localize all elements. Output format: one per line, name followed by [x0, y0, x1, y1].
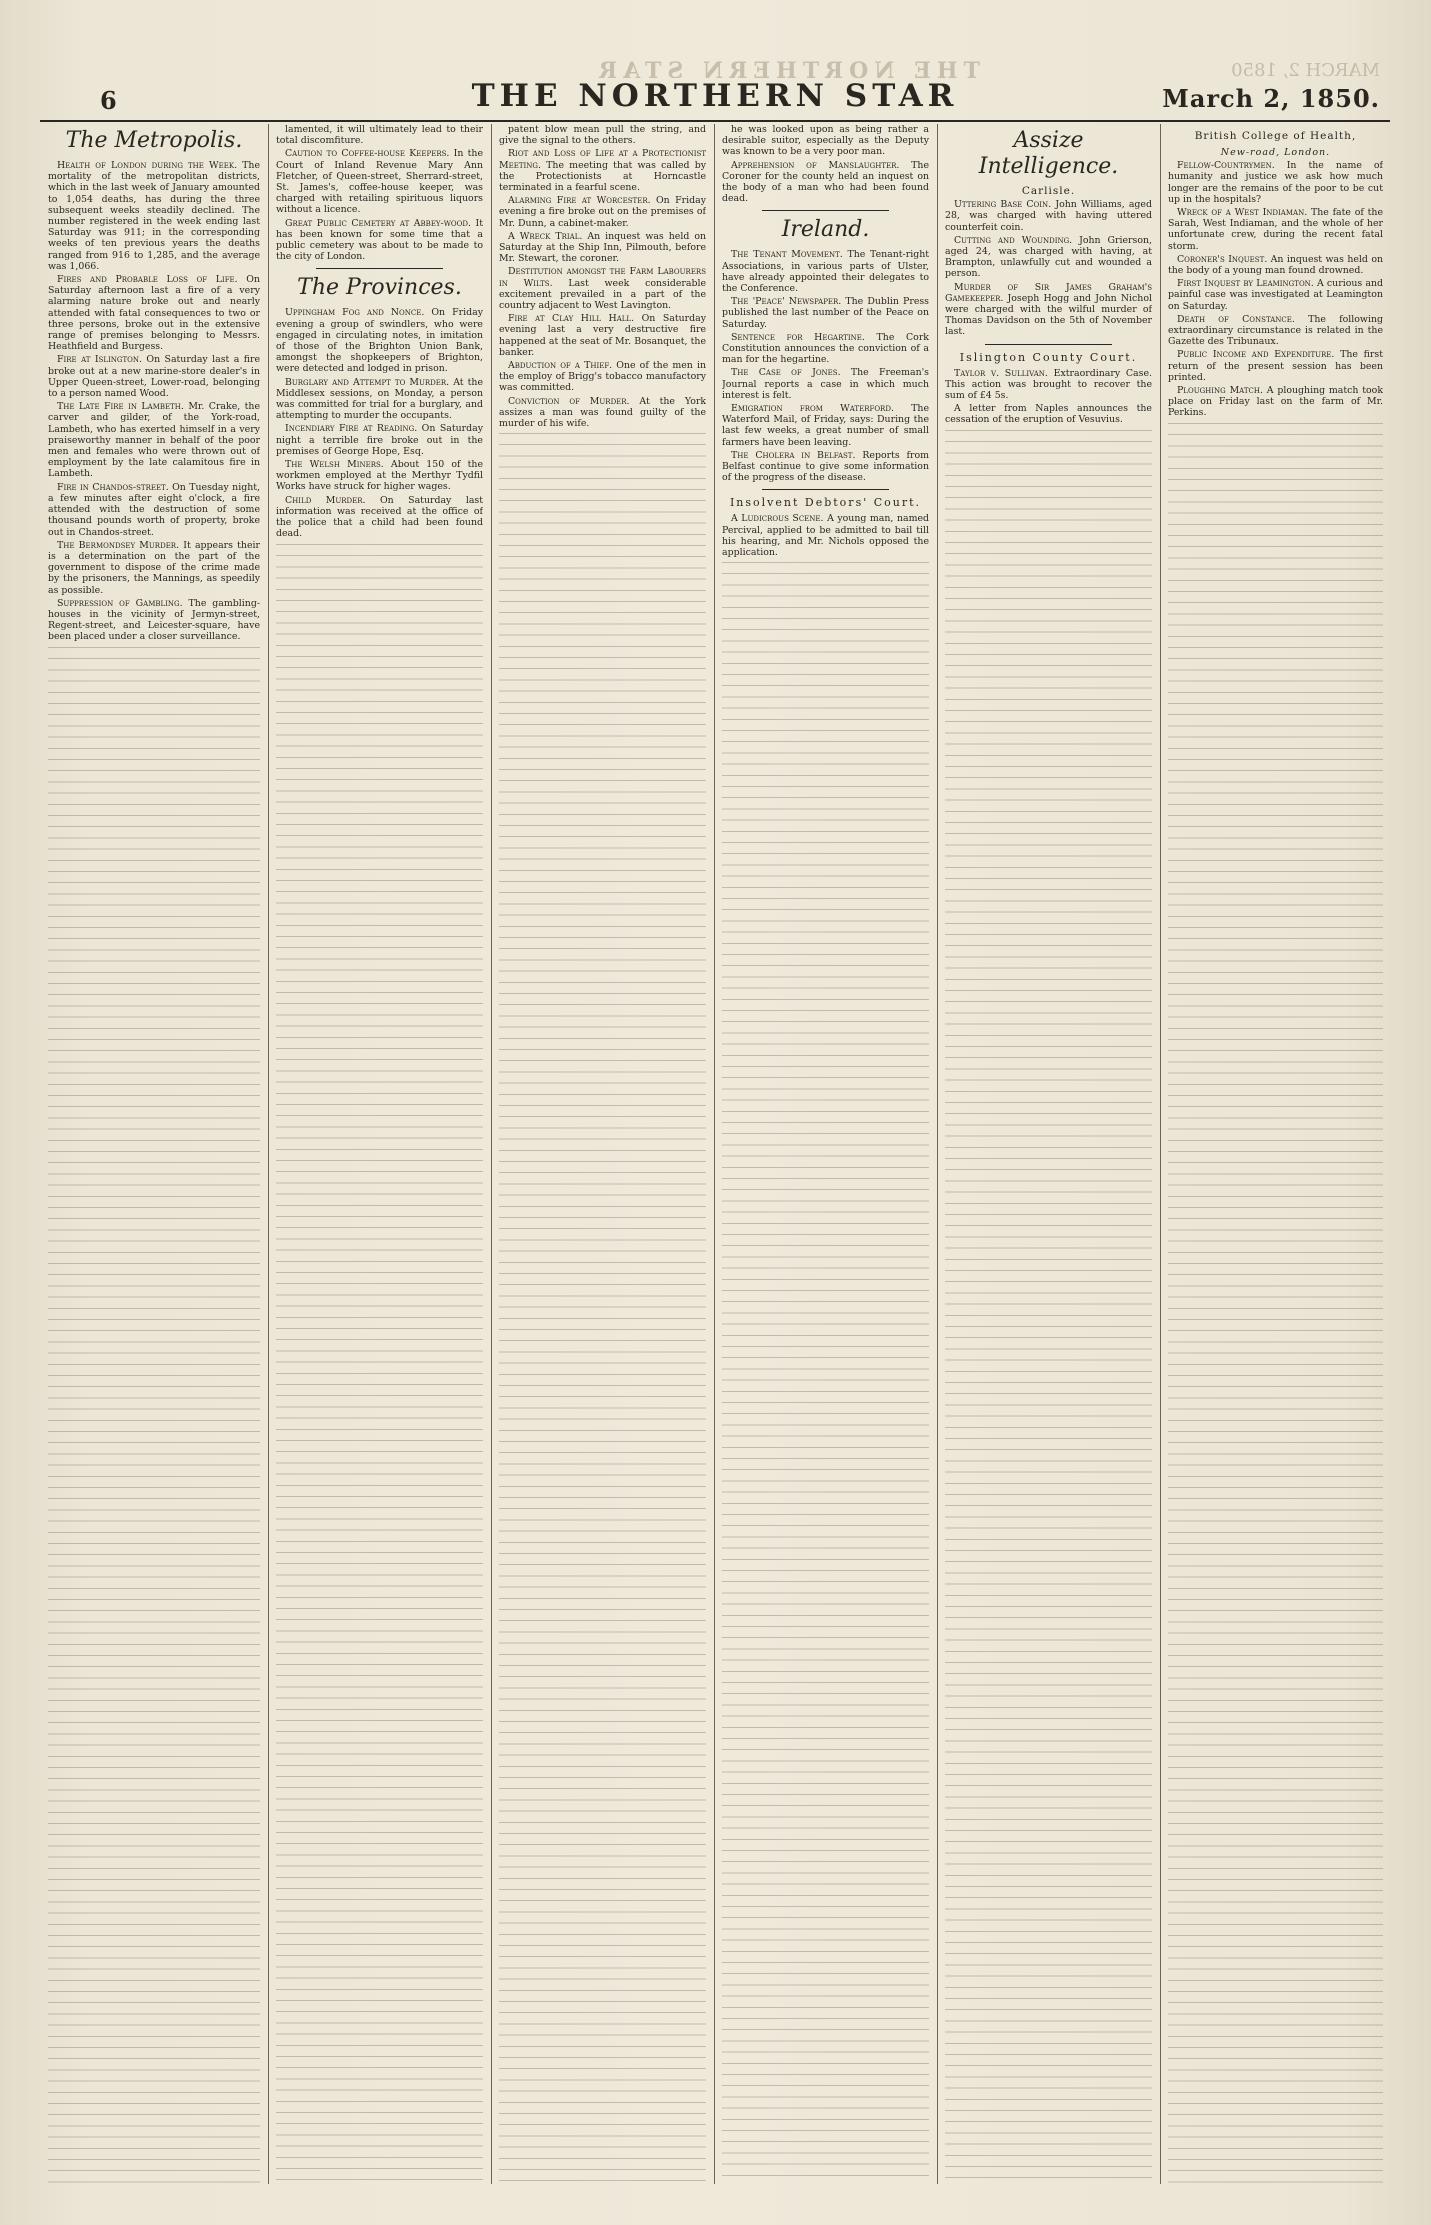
article-headline: Abduction of a Thief.: [508, 360, 613, 372]
article-text: On Saturday last information was received at the office of the police that a child had been found dead.: [276, 494, 483, 540]
article-text: Reports from Belfast continue to give some information of the progress of the disease.: [722, 449, 929, 484]
article-text: In the name of humanity and justice we ask how much longer are the remains of the poor to be cut up in the hospitals?: [1168, 160, 1383, 205]
article-paragraph: [276, 495, 483, 540]
section-heading: Ireland.: [781, 217, 870, 243]
article-text: patent blow mean pull the string, and give the signal to the others.: [499, 124, 706, 147]
column-divider: [714, 124, 715, 2184]
article-headline: Destitution amongst the Farm Labourers in Wilts.: [499, 266, 706, 289]
article-text: One of the men in the employ of Brigg's tobacco manufactory was committed.: [499, 360, 706, 394]
article-headline: The 'Peace' Newspaper.: [731, 296, 842, 308]
article-paragraph: [722, 332, 929, 366]
article-text: The Dublin Press published the last number of the Peace on Saturday.: [722, 296, 929, 330]
body-text-texture: [945, 430, 1152, 2184]
article-text: John Grierson, aged 24, was charged with having, at Brampton, unlawfully cut and wounded a person.: [945, 234, 1152, 280]
article-paragraph: [276, 148, 483, 215]
article-paragraph: [1168, 207, 1383, 252]
article-text: Mr. Crake, the carver and gilder, of the York-road, Lambeth, who has exerted himself in a very praiseworthy manner in behalf of the poor men and females who were thrown out of employment by the late calamitous fire in Lambeth.: [48, 401, 260, 480]
article-text: About 150 of the workmen employed at the Merthyr Tydfil Works have struck for higher wages.: [276, 459, 483, 493]
article-text: An inquest was held on the body of a young man found drowned.: [1168, 253, 1383, 277]
column-divider: [491, 124, 492, 2184]
article-headline: Caution to Coffee-house Keepers.: [285, 148, 450, 160]
advert-subheading: New-road, London.: [1220, 147, 1331, 158]
article-text: The Waterford Mail, of Friday, says: During the last few weeks, a great number of small farmers have been leaving.: [722, 403, 929, 448]
column-ireland: [722, 124, 929, 2184]
newspaper-title: THE NORTHERN STAR: [471, 78, 959, 114]
article-text: The fate of the Sarah, West Indiaman, and the whole of her unfortunate crew, during the recent fatal storm.: [1168, 207, 1383, 252]
article-headline: Alarming Fire at Worcester.: [508, 195, 651, 207]
article-text: Last week considerable excitement prevailed in a part of the country adjacent to West Lavington.: [499, 277, 706, 312]
masthead-rule: [40, 120, 1390, 122]
body-text-texture: [1168, 423, 1383, 2184]
article-text: A letter from Naples announces the cessation of the eruption of Vesuvius.: [945, 403, 1152, 426]
page-number: 6: [100, 86, 117, 115]
article-headline: The Tenant Movement.: [731, 249, 843, 261]
column-metropolis: [48, 124, 260, 2184]
article-paragraph: [945, 368, 1152, 402]
article-headline: Fires and Probable Loss of Life.: [57, 274, 238, 286]
article-headline: Fire at Islington.: [57, 354, 142, 366]
article-paragraph: [276, 377, 483, 422]
section-heading: The Provinces.: [297, 275, 462, 301]
article-text: The Freeman's Journal reports a case in which much interest is felt.: [722, 367, 929, 401]
article-paragraph: [722, 403, 929, 448]
section-heading: Assize Intelligence.: [978, 128, 1119, 179]
article-headline: Death of Constance.: [1177, 313, 1295, 325]
article-text: The mortality of the metropolitan districts, which in the last week of January amounted to 1,054 deaths, has during the three subsequent weeks steadily declined. The number registered in the week ending last Saturday was 911; in the corresponding weeks of ten previous years the deaths ranged from 916 to 1,285, and the average was 1,066.: [48, 160, 260, 272]
article-headline: The Bermondsey Murder.: [57, 539, 180, 551]
column-divider: [937, 124, 938, 2184]
article-headline: Murder of Sir James Graham's Gamekeeper.: [945, 281, 1152, 304]
article-paragraph: [48, 540, 260, 596]
article-paragraph: [945, 282, 1152, 338]
article-text: On Friday evening a group of swindlers, who were engaged in circulating notes, in imitation of those of the Brighton Union Bank, amongst the shopkeepers of Brighton, were detected and lodged in prison.: [276, 307, 483, 375]
article-headline: Burglary and Attempt to Murder.: [285, 376, 450, 388]
article-paragraph: [722, 450, 929, 484]
section-rule: [762, 210, 889, 211]
article-headline: The Late Fire in Lambeth.: [57, 401, 184, 413]
article-text: Joseph Hogg and John Nichol were charged with the wilful murder of Thomas Davidson on the 5th of November last.: [945, 292, 1152, 338]
article-headline: Apprehension of Manslaughter.: [731, 159, 900, 171]
column-divider: [1160, 124, 1161, 2184]
article-headline: Fire at Clay Hill Hall.: [508, 313, 635, 325]
article-text: The gambling-houses in the vicinity of Jermyn-street, Regent-street, and Leicester-square, have been placed under a closer surveillance.: [48, 597, 260, 643]
article-paragraph: [499, 266, 706, 311]
article-headline: A Wreck Trial.: [508, 230, 583, 242]
article-paragraph: [276, 423, 483, 457]
masthead: [40, 78, 1390, 118]
article-headline: The Case of Jones.: [731, 367, 841, 379]
article-text: he was looked upon as being rather a desirable suitor, especially as the Deputy was known to be a very poor man.: [722, 124, 929, 158]
article-paragraph: [499, 396, 706, 430]
article-paragraph: [1168, 314, 1383, 348]
article-paragraph: [276, 124, 483, 146]
article-headline: Suppression of Gambling.: [57, 597, 183, 609]
article-paragraph: [722, 160, 929, 205]
sub-heading: Islington County Court.: [959, 350, 1138, 364]
article-text: The Cork Constitution announces the conviction of a man for the hegartine.: [722, 331, 929, 366]
article-text: The meeting that was called by the Protectionists at Horncastle terminated in a fearful scene.: [499, 159, 706, 194]
section-rule: [762, 489, 889, 490]
article-headline: Uppingham Fog and Nonce.: [285, 307, 425, 319]
article-paragraph: [499, 231, 706, 265]
article-text: A curious and painful case was investigated at Leamington on Saturday.: [1168, 278, 1383, 312]
article-paragraph: [499, 313, 706, 358]
article-paragraph: [1168, 254, 1383, 276]
column-divider: [268, 124, 269, 2184]
article-text: It appears their is a determination on the part of the government to dispose of the crime made by the prisoners, the Mannings, as speedily as possible.: [48, 539, 260, 596]
column-provinces: [276, 124, 483, 2184]
article-headline: Emigration from Waterford.: [731, 403, 894, 415]
article-paragraph: [499, 148, 706, 193]
article-paragraph: [1168, 160, 1383, 205]
article-paragraph: [48, 274, 260, 352]
body-text-texture: [722, 562, 929, 2184]
column-assize: [945, 124, 1152, 2184]
article-text: The Tenant-right Associations, in various parts of Ulster, have already appointed their delegates to the Conference.: [722, 249, 929, 295]
article-paragraph: [48, 482, 260, 538]
article-text: At the Middlesex sessions, on Monday, a person was committed for trial for a burglary, and attempting to murder the occupants.: [276, 376, 483, 422]
article-paragraph: [945, 403, 1152, 425]
article-paragraph: [499, 360, 706, 394]
show-through-text: THE NORTHERN STAR: [592, 58, 980, 78]
article-headline: Public Income and Expenditure.: [1177, 349, 1335, 361]
article-headline: Sentence for Hegartine.: [731, 331, 865, 343]
article-text: lamented, it will ultimately lead to their total discomfiture.: [276, 124, 483, 147]
article-headline: Wreck of a West Indiaman.: [1177, 207, 1308, 219]
section-heading: The Metropolis.: [65, 128, 243, 153]
article-headline: A Ludicrous Scene.: [731, 513, 824, 525]
article-headline: First Inquest by Leamington.: [1177, 278, 1314, 290]
article-paragraph: [1168, 349, 1383, 383]
article-paragraph: [276, 459, 483, 493]
article-paragraph: [722, 296, 929, 330]
article-text: John Williams, aged 28, was charged with having uttered counterfeit coin.: [945, 199, 1152, 233]
article-headline: Fire in Chandos-street.: [57, 481, 169, 493]
article-text: On Saturday last a fire broke out at a new marine-store dealer's in Upper Queen-street, Lower-road, belonging to a person named Wood.: [48, 354, 260, 400]
article-paragraph: [722, 367, 929, 401]
article-paragraph: [945, 235, 1152, 280]
article-headline: Ploughing Match.: [1177, 385, 1263, 397]
article-paragraph: [499, 195, 706, 229]
article-headline: The Welsh Miners.: [285, 459, 384, 471]
article-headline: Riot and Loss of Life at a Protectionist Meeting.: [499, 148, 706, 171]
article-text: On Tuesday night, a few minutes after eight o'clock, a fire attended with the destruction of some thousand pounds worth of property, broke out in Chandos-street.: [48, 481, 260, 538]
article-paragraph: [945, 199, 1152, 233]
article-text: In the Court of Inland Revenue Mary Ann Fletcher, of Queen-street, Sherrard-street, St. James's, coffee-house keeper, was charged with retailing spirituous liquors without a licence.: [276, 148, 483, 216]
article-paragraph: [722, 513, 929, 558]
article-paragraph: [276, 218, 483, 263]
article-text: An inquest was held on Saturday at the Ship Inn, Pilmouth, before Mr. Stewart, the coroner.: [499, 230, 706, 265]
sub-heading: Carlisle.: [1021, 185, 1076, 197]
article-paragraph: [1168, 278, 1383, 312]
article-paragraph: [48, 401, 260, 479]
article-headline: Fellow-Countrymen.: [1177, 160, 1275, 172]
article-text: The following extraordinary circumstance is related in the Gazette des Tribunaux.: [1168, 313, 1383, 348]
section-rule: [316, 268, 443, 269]
article-text: Extraordinary Case. This action was brought to recover the sum of £4 5s.: [945, 367, 1152, 402]
article-paragraph: [499, 124, 706, 146]
article-headline: Child Murder.: [285, 494, 366, 506]
advert-heading: British College of Health,: [1194, 130, 1357, 142]
article-paragraph: [48, 598, 260, 643]
article-paragraph: [722, 124, 929, 158]
article-headline: Taylor v. Sullivan.: [954, 367, 1048, 379]
column-miscellany: [1168, 124, 1383, 2184]
article-headline: Health of London during the Week.: [57, 160, 238, 171]
article-text: On Friday evening a fire broke out on the premises of Mr. Dunn, a cabinet-maker.: [499, 195, 706, 229]
article-text: A ploughing match took place on Friday last on the farm of Mr. Perkins.: [1168, 385, 1383, 419]
article-text: It has been known for some time that a public cemetery was about to be made to the city of London.: [276, 217, 483, 263]
article-paragraph: [48, 354, 260, 399]
article-headline: Cutting and Wounding.: [954, 234, 1073, 246]
article-headline: Coroner's Inquest.: [1177, 253, 1268, 265]
article-headline: Incendiary Fire at Reading.: [285, 423, 418, 435]
article-text: On Saturday evening last a very destructive fire happened at the seat of Mr. Bosanquet, the banker.: [499, 313, 706, 358]
body-text-texture: [499, 433, 706, 2184]
article-headline: Great Public Cemetery at Abbey-wood.: [285, 217, 471, 229]
article-paragraph: [276, 307, 483, 374]
article-text: A young man, named Percival, applied to be admitted to bail till his hearing, and Mr. Nichols opposed the application.: [722, 513, 929, 559]
section-rule: [985, 344, 1112, 345]
article-paragraph: [1168, 385, 1383, 419]
article-text: The Coroner for the county held an inquest on the body of a man who had been found dead.: [722, 159, 929, 205]
sub-heading: Insolvent Debtors' Court.: [729, 496, 922, 510]
article-paragraph: [48, 160, 260, 272]
article-text: The first return of the present session has been printed.: [1168, 349, 1383, 383]
article-text: On Saturday night a terrible fire broke out in the premises of George Hope, Esq.: [276, 423, 483, 457]
column-provinces-cont: [499, 124, 706, 2184]
body-text-texture: [276, 544, 483, 2185]
show-through-date: MARCH 2, 1850: [1231, 60, 1380, 81]
article-headline: The Cholera in Belfast.: [731, 449, 856, 461]
article-text: On Saturday afternoon last a fire of a very alarming nature broke out and nearly attended with fatal consequences to two or three persons, broke out in the extensive range of premises belonging to Messrs. Heathfield and Burgess.: [48, 274, 260, 353]
article-paragraph: [722, 249, 929, 294]
issue-date: March 2, 1850.: [1162, 84, 1380, 113]
body-text-texture: [48, 647, 260, 2184]
article-text: At the York assizes a man was found guilty of the murder of his wife.: [499, 395, 706, 430]
article-headline: Uttering Base Coin.: [954, 199, 1052, 211]
article-headline: Conviction of Murder.: [508, 395, 630, 407]
